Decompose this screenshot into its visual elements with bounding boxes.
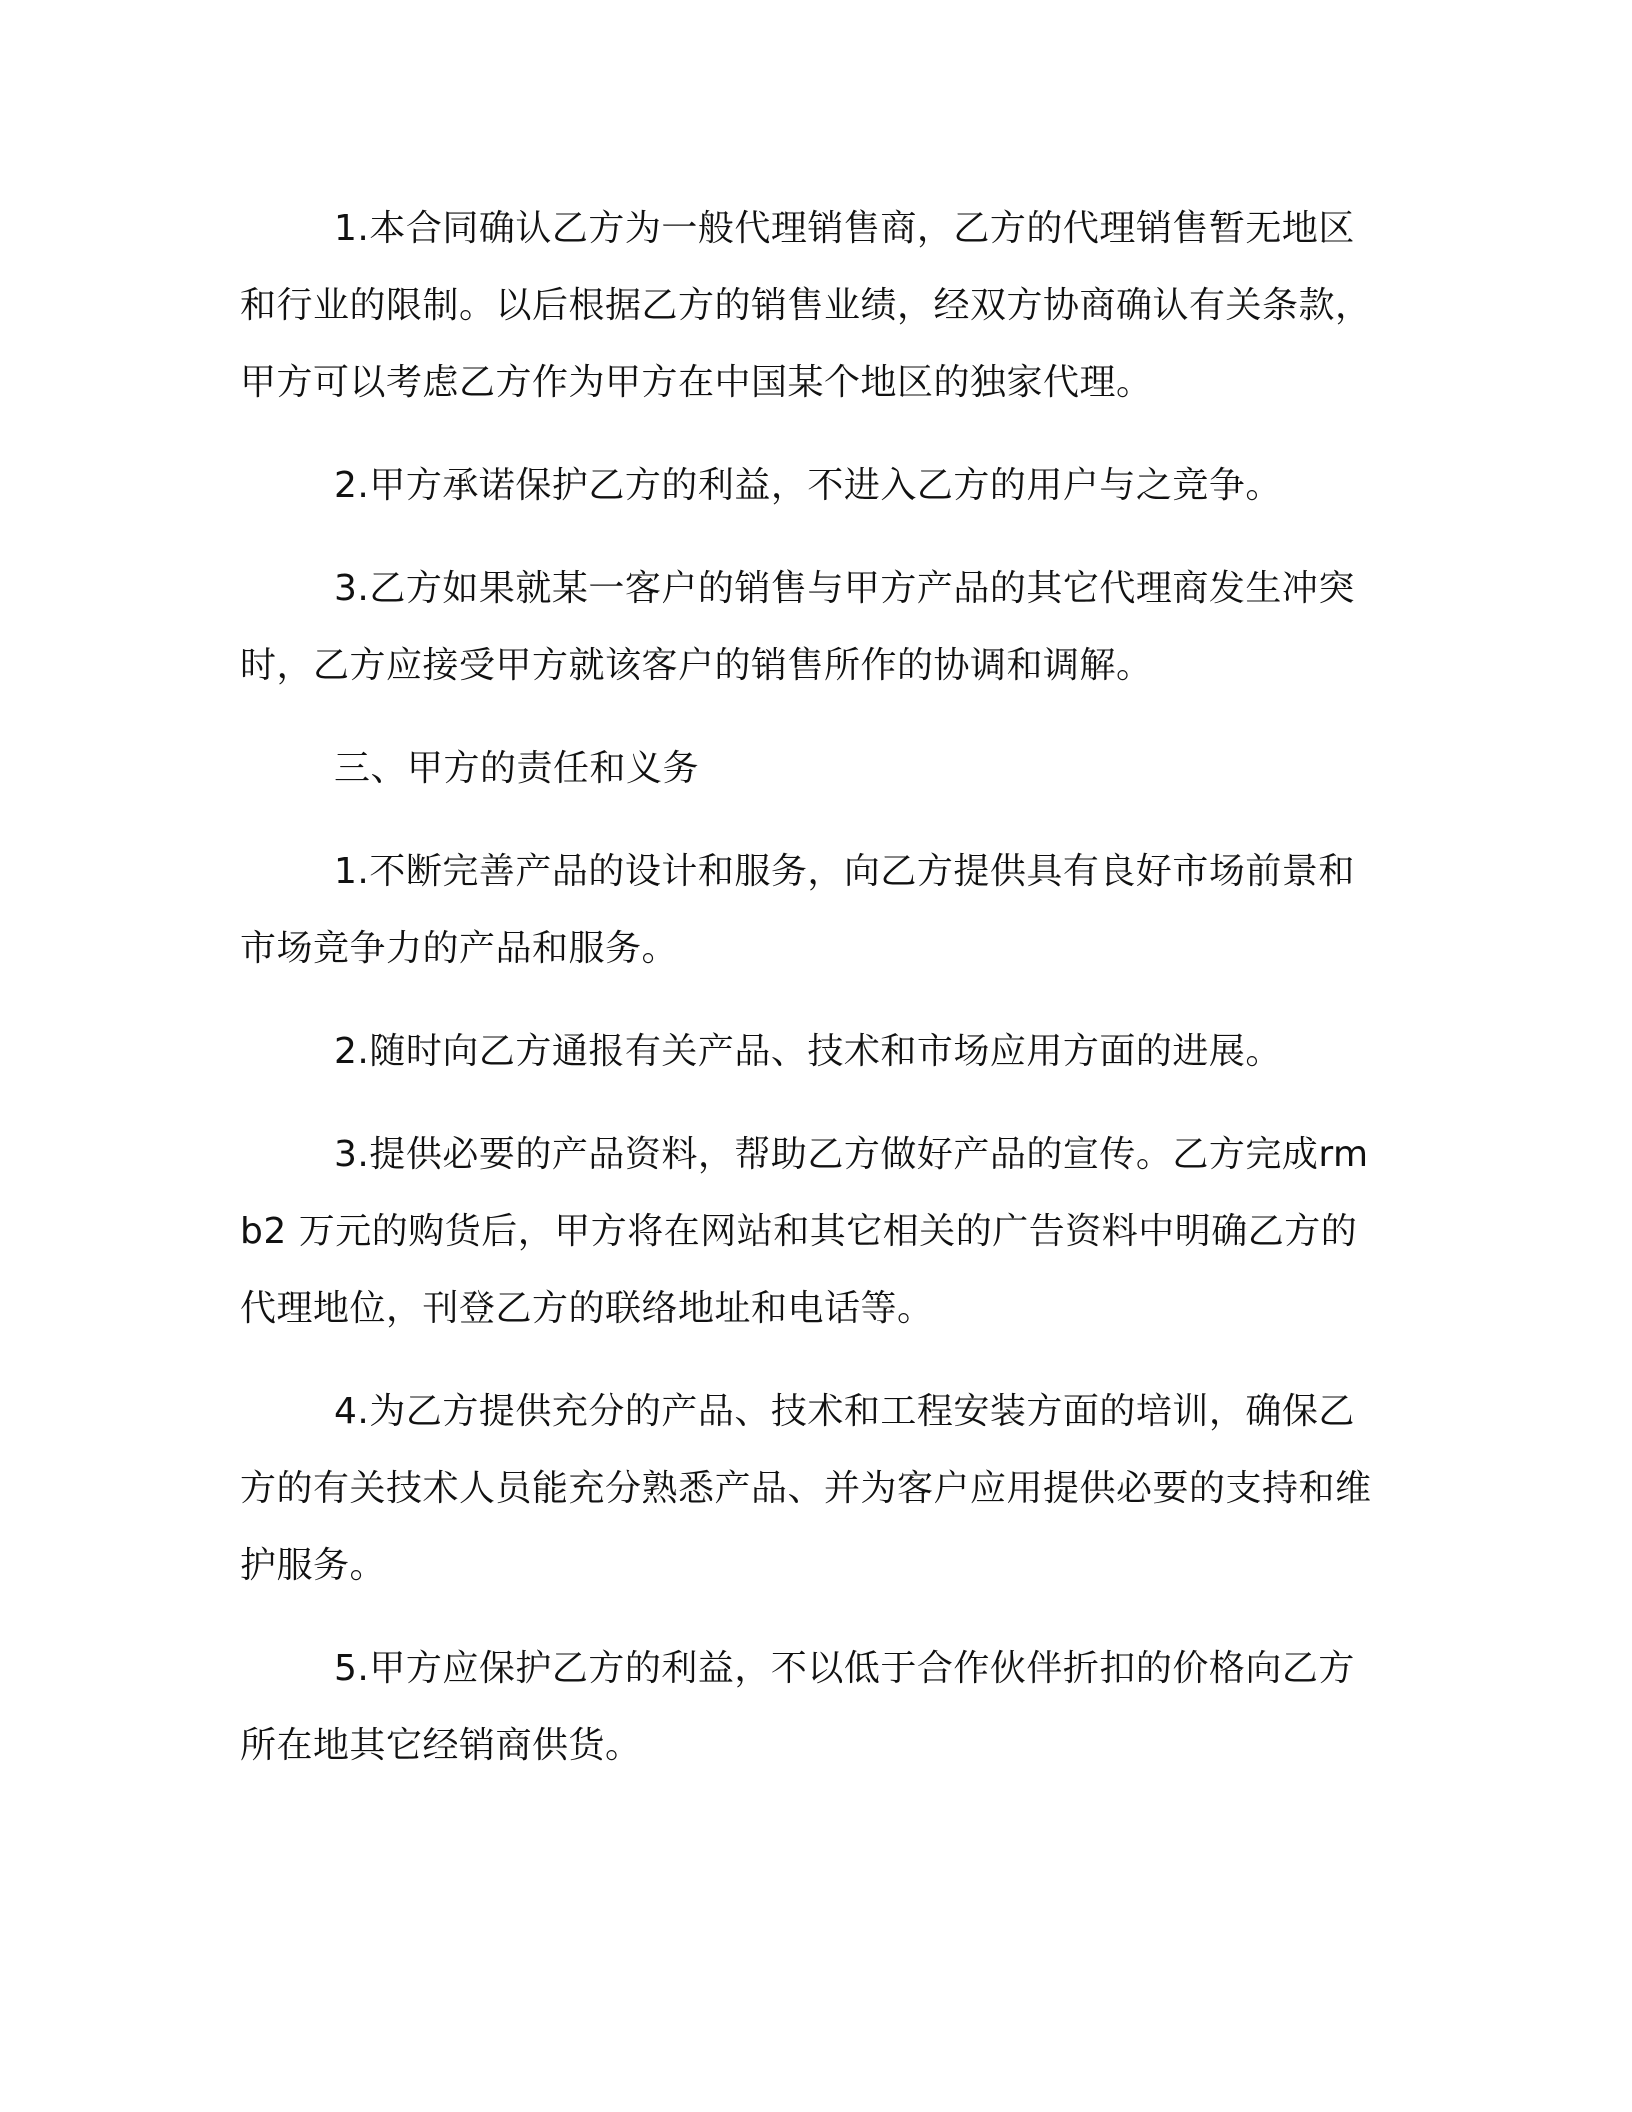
paragraph-duty-5: 5.甲方应保护乙方的利益，不以低于合作伙伴折扣的价格向乙方所在地其它经销商供货。 [240, 1648, 1355, 1766]
paragraph-duty-1: 1.不断完善产品的设计和服务，向乙方提供具有良好市场前景和市场竞争力的产品和服务。 [240, 851, 1355, 969]
paragraph-duty-2: 2.随时向乙方通报有关产品、技术和市场应用方面的进展。 [334, 1031, 1282, 1072]
paragraph-clause-3: 3.乙方如果就某一客户的销售与甲方产品的其它代理商发生冲突时，乙方应接受甲方就该客户的销售所作的协调和调解。 [240, 568, 1355, 686]
paragraph-clause-1: 1.本合同确认乙方为一般代理销售商，乙方的代理销售暂无地区和行业的限制。以后根据乙方的销售业绩，经双方协商确认有关条款，甲方可以考虑乙方作为甲方在中国某个地区的独家代理。 [240, 208, 1372, 403]
paragraph-duty-4: 4.为乙方提供充分的产品、技术和工程安装方面的培训，确保乙方的有关技术人员能充分熟悉产品、并为客户应用提供必要的支持和维护服务。 [240, 1391, 1372, 1586]
document-body [240, 190, 1390, 1810]
paragraph-duty-3: 3.提供必要的产品资料，帮助乙方做好产品的宣传。乙方完成rmb2 万元的购货后，甲方将在网站和其它相关的广告资料中明确乙方的代理地位，刊登乙方的联络地址和电话等。 [240, 1134, 1369, 1329]
section-heading: 三、甲方的责任和义务 [334, 748, 700, 789]
paragraph-clause-2: 2.甲方承诺保护乙方的利益，不进入乙方的用户与之竞争。 [334, 465, 1282, 506]
